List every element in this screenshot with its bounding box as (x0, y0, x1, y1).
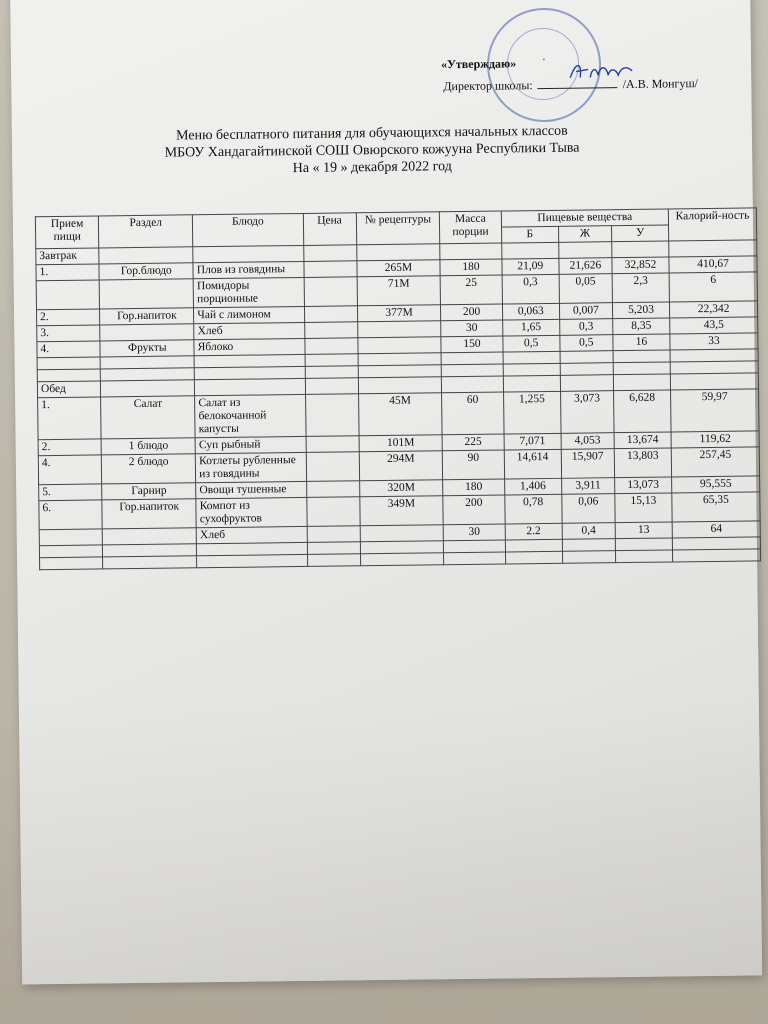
table-row: 5. Гарнир Овощи тушенные 320М 180 1,406 3,911 13,073 95,555 (39, 476, 760, 501)
school-stamp-icon: • (486, 7, 601, 122)
col-nutrients: Пищевые вещества (501, 209, 669, 227)
table-row: 3. Хлеб 30 1,65 0,3 8,35 43,5 (37, 317, 758, 342)
col-meal: Прием пищи (35, 216, 99, 249)
table-row: 2. Гор.напиток Чай с лимоном 377М 200 0,063 0,007 5,203 22,342 (37, 301, 758, 326)
table-row: 1. Салат Салат из белокочанной капусты 45М 60 1,255 3,073 6,628 59,97 (38, 389, 759, 440)
col-fat: Ж (558, 226, 611, 243)
table-row: 4. 2 блюдо Котлеты рубленные из говядины 294М 90 14,614 15,907 13,803 257,45 (38, 447, 759, 485)
approve-label: «Утверждаю» (440, 56, 517, 72)
table-row: 6. Гор.напиток Компот из сухофруктов 349М 200 0,78 0,06 15,13 65,35 (39, 492, 760, 530)
title-line-3: На « 19 » декабря 2022 год (292, 159, 452, 177)
col-price: Цена (303, 213, 356, 246)
signature-icon (566, 57, 636, 86)
director-label: Директор школы: (443, 78, 533, 94)
col-kcal: Калорий-ность (668, 208, 756, 241)
photo-shadow (0, 700, 768, 1024)
section-label-lunch: Обед (37, 381, 101, 398)
table-row: Хлеб 30 2.2 0,4 13 64 (39, 521, 760, 546)
title-line-1: Меню бесплатного питания для обучающихся начальных классов (175, 123, 568, 144)
title-line-2: МБОУ Хандагайтинской СОШ Овюрского кожууна Республики Тыва (164, 140, 580, 161)
col-mass: Масса порции (440, 211, 502, 244)
col-carbs: У (611, 225, 668, 242)
table-row: Помидоры порционные 71М 25 0,3 0,05 2,3 6 (36, 272, 757, 310)
menu-table (35, 207, 761, 570)
section-label-breakfast: Завтрак (36, 248, 100, 265)
col-protein: Б (501, 226, 558, 243)
director-name: /А.В. Монгуш/ (622, 76, 699, 92)
table-row: 4. Фрукты Яблоко 150 0,5 0,5 16 33 (37, 333, 758, 358)
col-dish: Блюдо (193, 213, 304, 246)
col-recipe: № рецептуры (356, 212, 440, 245)
table-row: 2. 1 блюдо Суп рыбный 101М 225 7,071 4,053 13,674 119,62 (38, 431, 759, 456)
table-row: 1. Гор.блюдо Плов из говядины 265М 180 21,09 21,626 32,852 410,67 (36, 256, 757, 281)
col-section: Раздел (99, 215, 193, 248)
